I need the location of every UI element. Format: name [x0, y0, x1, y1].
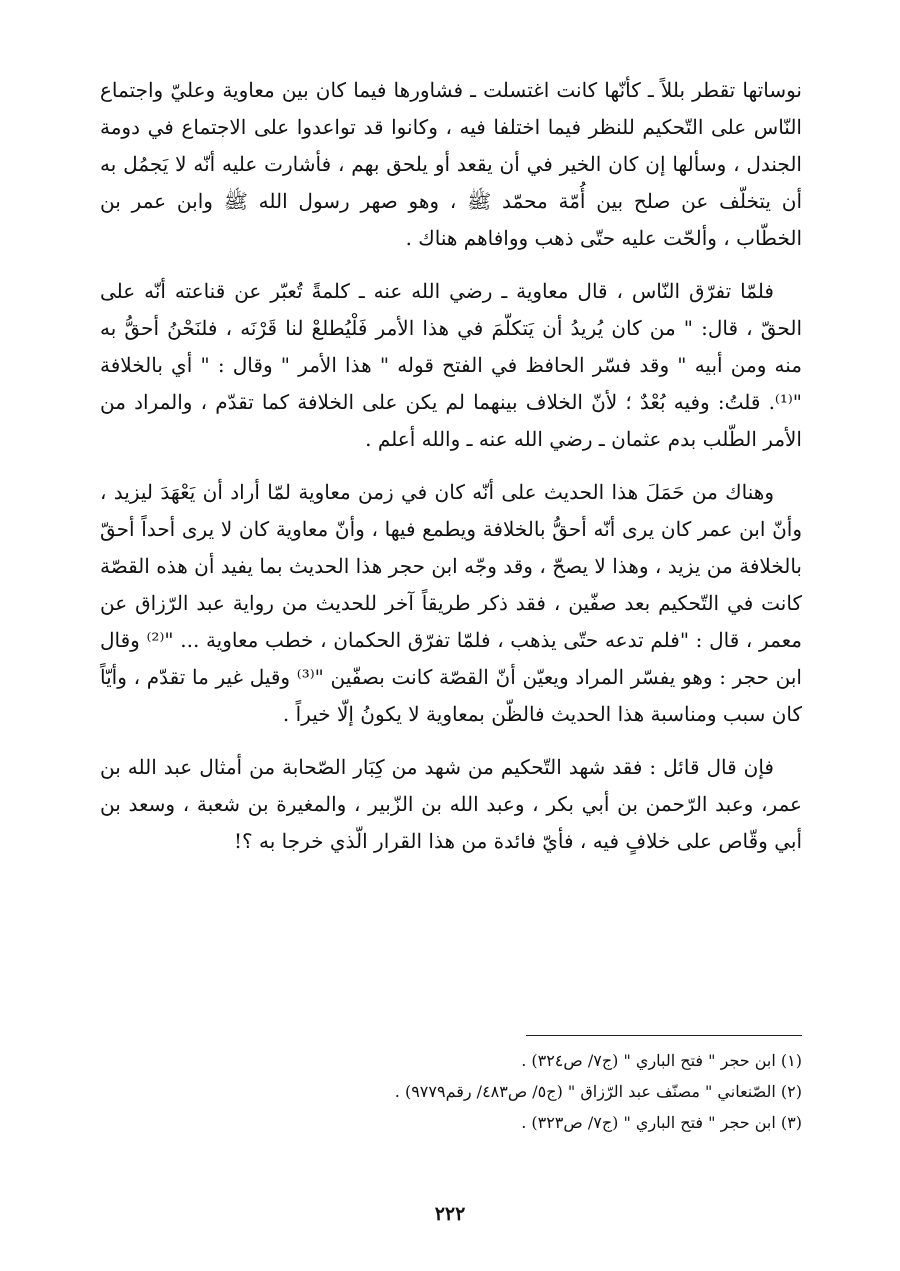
page-number: ٢٢٢ — [434, 1203, 466, 1225]
paragraph-4: فإن قال قائل : فقد شهد التّحكيم من شهد من كِبَار الصّحابة من أمثال عبد الله بن عمر، وعبد الرّحمن بن أبي بكر ، وعبد الله بن الزّبير ، والمغيرة بن شعبة ، وسعد بن أبي وقّاص على خلافٍ فيه ، فأيّ فائدة من هذا القرار الّذي خرجا به ؟! — [100, 755, 802, 853]
footnote-separator — [526, 1035, 802, 1036]
footnote-2: (٢) الصّنعاني " مصنّف عبد الرّزاق " (ج٥/ ص٤٨٣/ رقم٩٧٧٩) . — [394, 1082, 802, 1101]
footnotes — [100, 1045, 802, 1138]
footnote-1: (١) ابن حجر " فتح الباري " (ج٧/ ص٣٢٤) . — [521, 1051, 802, 1070]
main-text — [100, 72, 802, 876]
paragraph-2: فلمّا تفرّق النّاس ، قال معاوية ـ رضي الله عنه ـ كلمةً تُعبّر عن قناعته أنّه على الحقّ ، قال: " من كان يُريدُ أن يَتكلّمَ في هذا الأمر فَلْيُطلعْ لنا قَرْنَه ، فلنَحْنُ أحقُّ به منه ومن أبيه " وقد فسّر الحافظ في الفتح قوله " هذا الأمر " وقال : " أي بالخلافة "⁽¹⁾. قلتُ: وفيه بُعْدٌ ؛ لأنّ الخلاف بينهما لم يكن على الخلافة كما تقدّم ، والمراد من الأمر الطّلب بدم عثمان ـ رضي الله عنه ـ والله أعلم . — [100, 279, 802, 451]
paragraph-3: وهناك من حَمَلَ هذا الحديث على أنّه كان في زمن معاوية لمّا أراد أن يَعْهَدَ ليزيد ، وأنّ ابن عمر كان يرى أنّه أحقُّ بالخلافة ويطمع فيها ، وأنّ معاوية كان لا يرى أحداً أحقّ بالخلافة من يزيد ، وهذا لا يصحّ ، وقد وجّه ابن حجر هذا الحديث بما يفيد أن هذه القصّة كانت في التّحكيم بعد صفّين ، فقد ذكر طريقاً آخر للحديث من رواية عبد الرّزاق عن معمر ، قال : "فلم تدعه حتّى يذهب ، فلمّا تفرّق الحكمان ، خطب معاوية ... "⁽²⁾ وقال ابن حجر : وهو يفسّر المراد ويعيّن أنّ القصّة كانت بصفّين "⁽³⁾ وقيل غير ما تقدّم ، وأيّاً كان سبب ومناسبة هذا الحديث فالظّن بمعاوية لا يكونُ إلّا خيراً . — [100, 480, 802, 726]
paragraph-1: نوساتها تقطر بللاً ـ كأنّها كانت اغتسلت ـ فشاورها فيما كان بين معاوية وعليّ واجتماع النّاس على التّحكيم للنظر فيما اختلفا فيه ، وكانوا قد تواعدوا على الاجتماع في دومة الجندل ، وسألها إن كان الخير في أن يقعد أو يلحق بهم ، فأشارت عليه أنّه لا يَجمُل به أن يتخلّف عن صلح بين أُمّة محمّد ﷺ ، وهو صهر رسول الله ﷺ وابن عمر بن الخطّاب ، وألحّت عليه حتّى ذهب ووافاهم هناك . — [100, 78, 802, 250]
footnote-3: (٣) ابن حجر " فتح الباري " (ج٧/ ص٣٢٣) . — [521, 1113, 802, 1132]
